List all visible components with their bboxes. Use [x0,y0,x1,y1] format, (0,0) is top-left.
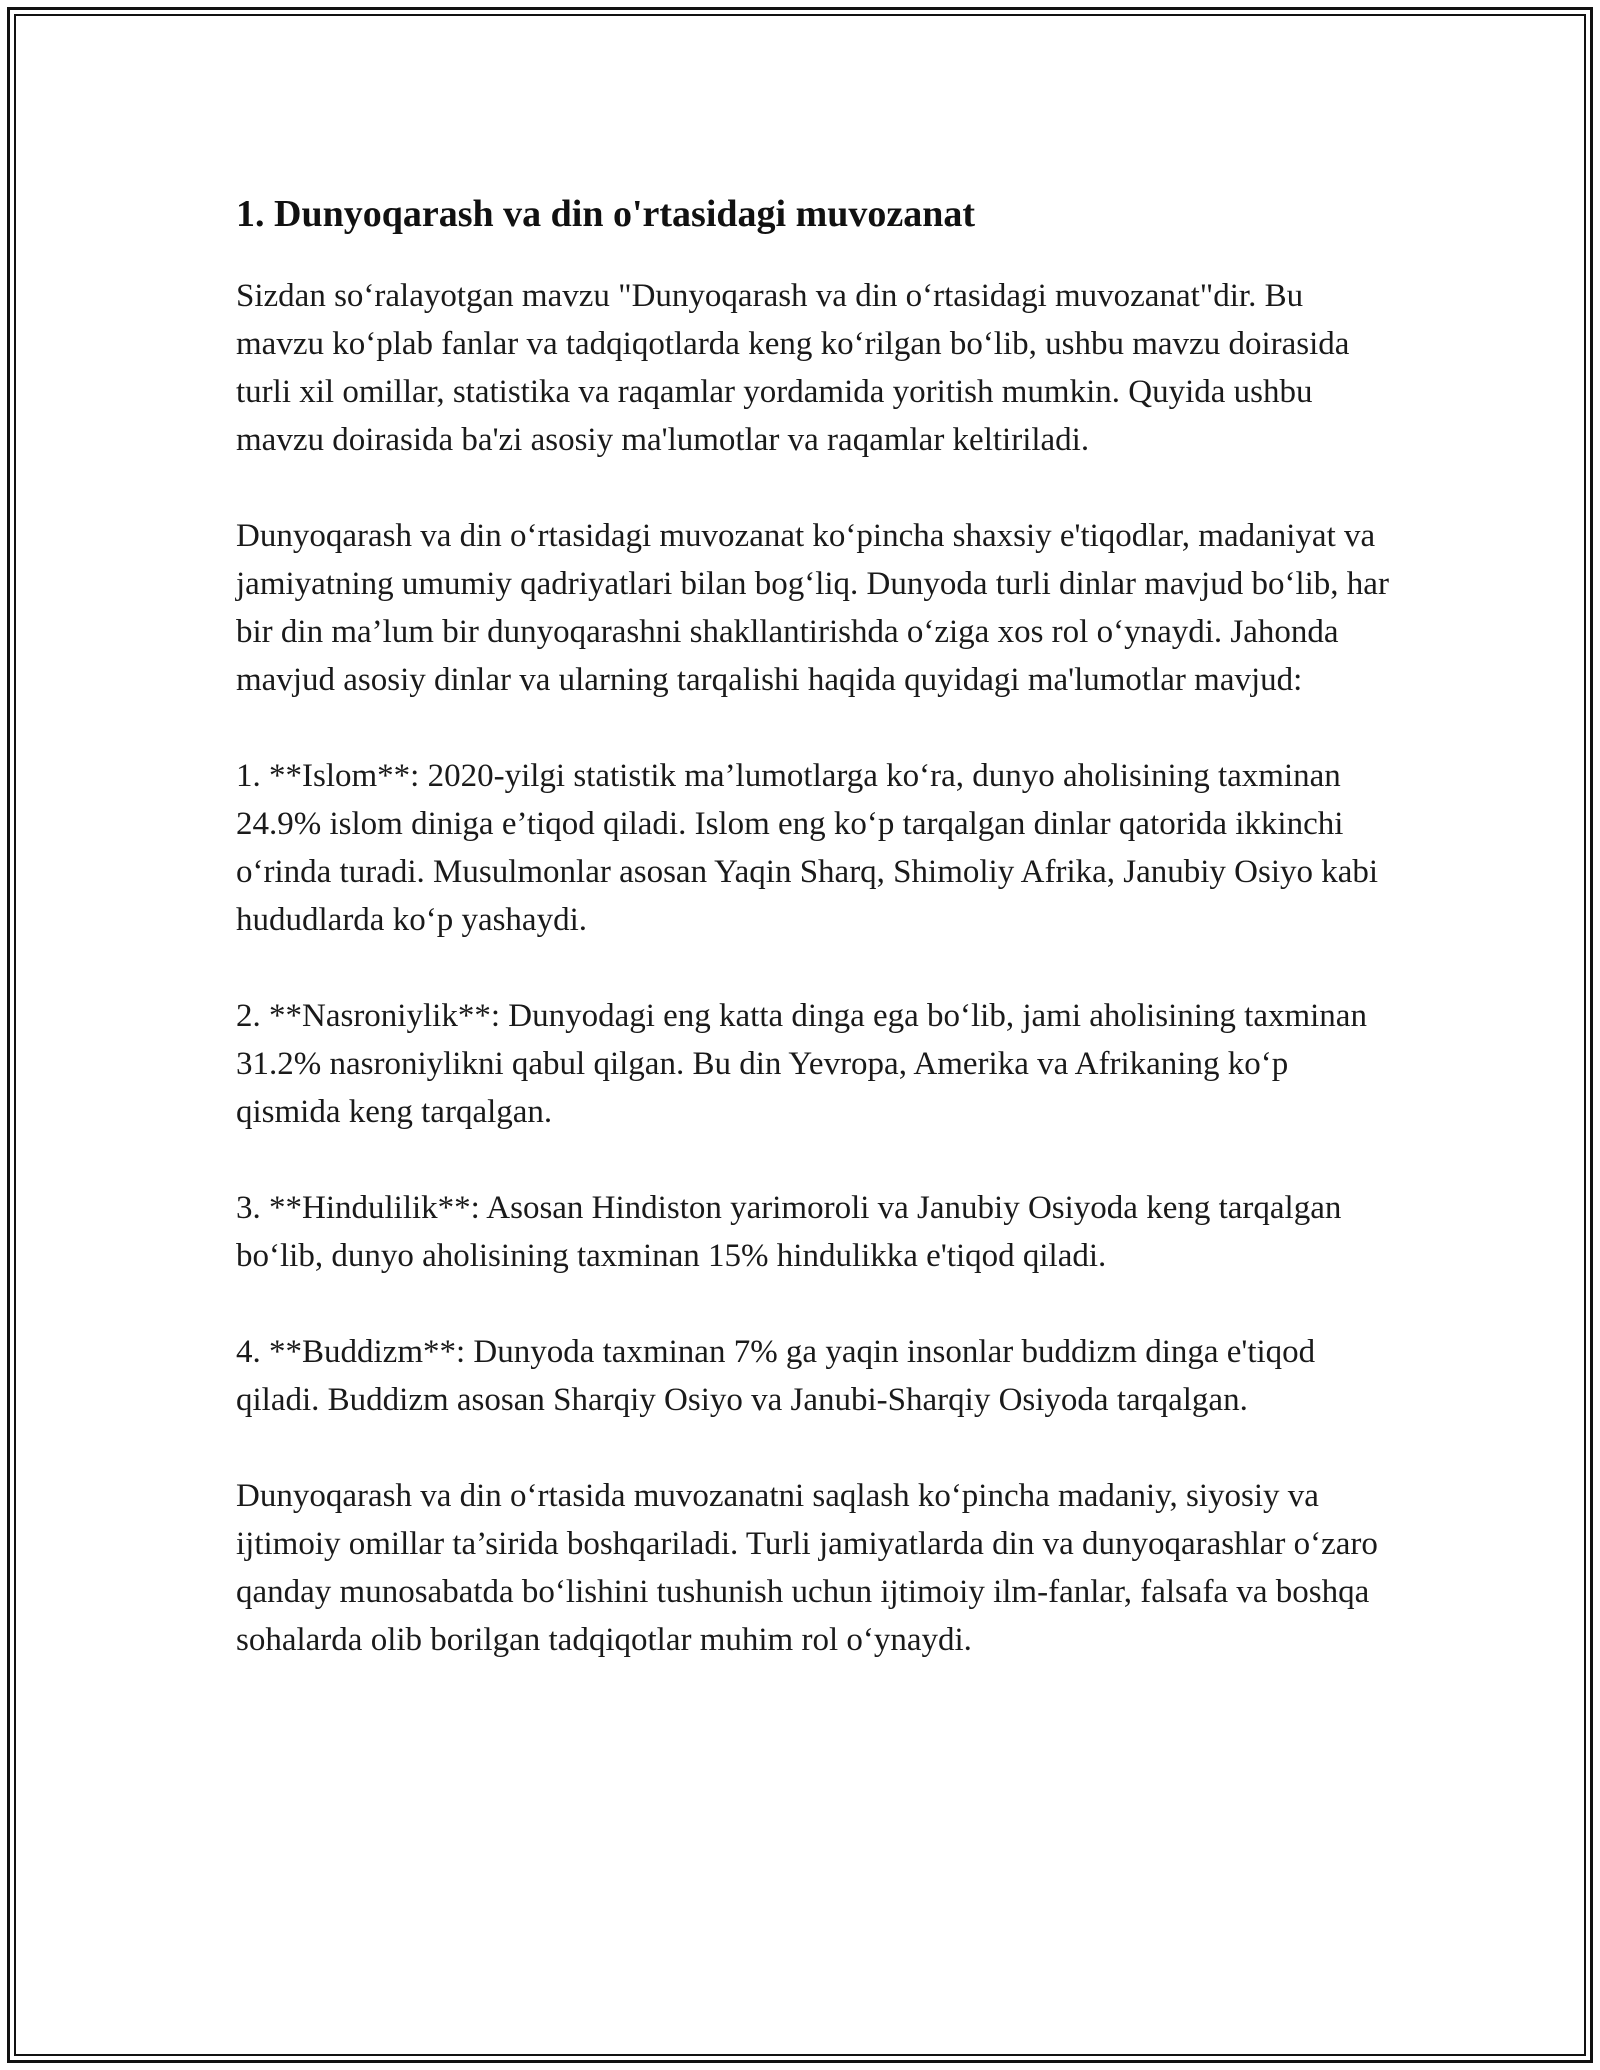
paragraph-conclusion: Dunyoqarash va din o‘rtasida muvozanatni saqlash ko‘pincha madaniy, siyosiy va ijtimoiy omillar ta’sirida boshqariladi. Turli jamiyatlarda din va dunyoqarashlar o‘zaro qanday munosabatda bo‘lishini tushunish uchun ijtimoiy ilm-fanlar, falsafa va boshqa sohalarda olib borilgan tadqiqotlar muhim rol o‘ynaydi. [236,1478,1378,1658]
list-item-nasroniylik: 2. **Nasroniylik**: Dunyodagi eng katta dinga ega bo‘lib, jami aholisining taxminan 31.2% nasroniylikni qabul qilgan. Bu din Yevropa, Amerika va Afrikaning ko‘p qismida keng tarqalgan. [236,998,1367,1130]
list-item-buddizm: 4. **Buddizm**: Dunyoda taxminan 7% ga yaqin insonlar buddizm dinga e'tiqod qiladi. Buddizm asosan Sharqiy Osiyo va Janubi-Sharqiy Osiyoda tarqalgan. [236,1334,1316,1418]
paragraph-intro: Sizdan so‘ralayotgan mavzu "Dunyoqarash va din o‘rtasidagi muvozanat"dir. Bu mavzu ko‘plab fanlar va tadqiqotlarda keng ko‘rilgan bo‘lib, ushbu mavzu doirasida turli xil omillar, statistika va raqamlar yordamida yoritish mumkin. Quyida ushbu mavzu doirasida ba'zi asosiy ma'lumotlar va raqamlar keltiriladi. [236,278,1350,458]
list-item-islom: 1. **Islom**: 2020-yilgi statistik ma’lumotlarga ko‘ra, dunyo aholisining taxminan 24.9% islom diniga e’tiqod qiladi. Islom eng ko‘p tarqalgan dinlar qatorida ikkinchi o‘rinda turadi. Musulmonlar asosan Yaqin Sharq, Shimoliy Afrika, Janubiy Osiyo kabi hududlarda ko‘p yashaydi. [236,758,1379,938]
document-body [236,190,1396,1664]
paragraph-context: Dunyoqarash va din o‘rtasidagi muvozanat ko‘pincha shaxsiy e'tiqodlar, madaniyat va jamiyatning umumiy qadriyatlari bilan bog‘liq. Dunyoda turli dinlar mavjud bo‘lib, har bir din ma’lum bir dunyoqarashni shakllantirishda o‘ziga xos rol o‘ynaydi. Jahonda mavjud asosiy dinlar va ularning tarqalishi haqida quyidagi ma'lumotlar mavjud: [236,518,1389,698]
section-heading: 1. Dunyoqarash va din o'rtasidagi muvozanat [236,193,976,235]
list-item-hindulilik: 3. **Hindulilik**: Asosan Hindiston yarimoroli va Janubiy Osiyoda keng tarqalgan bo‘lib, dunyo aholisining taxminan 15% hindulikka e'tiqod qiladi. [236,1190,1342,1274]
